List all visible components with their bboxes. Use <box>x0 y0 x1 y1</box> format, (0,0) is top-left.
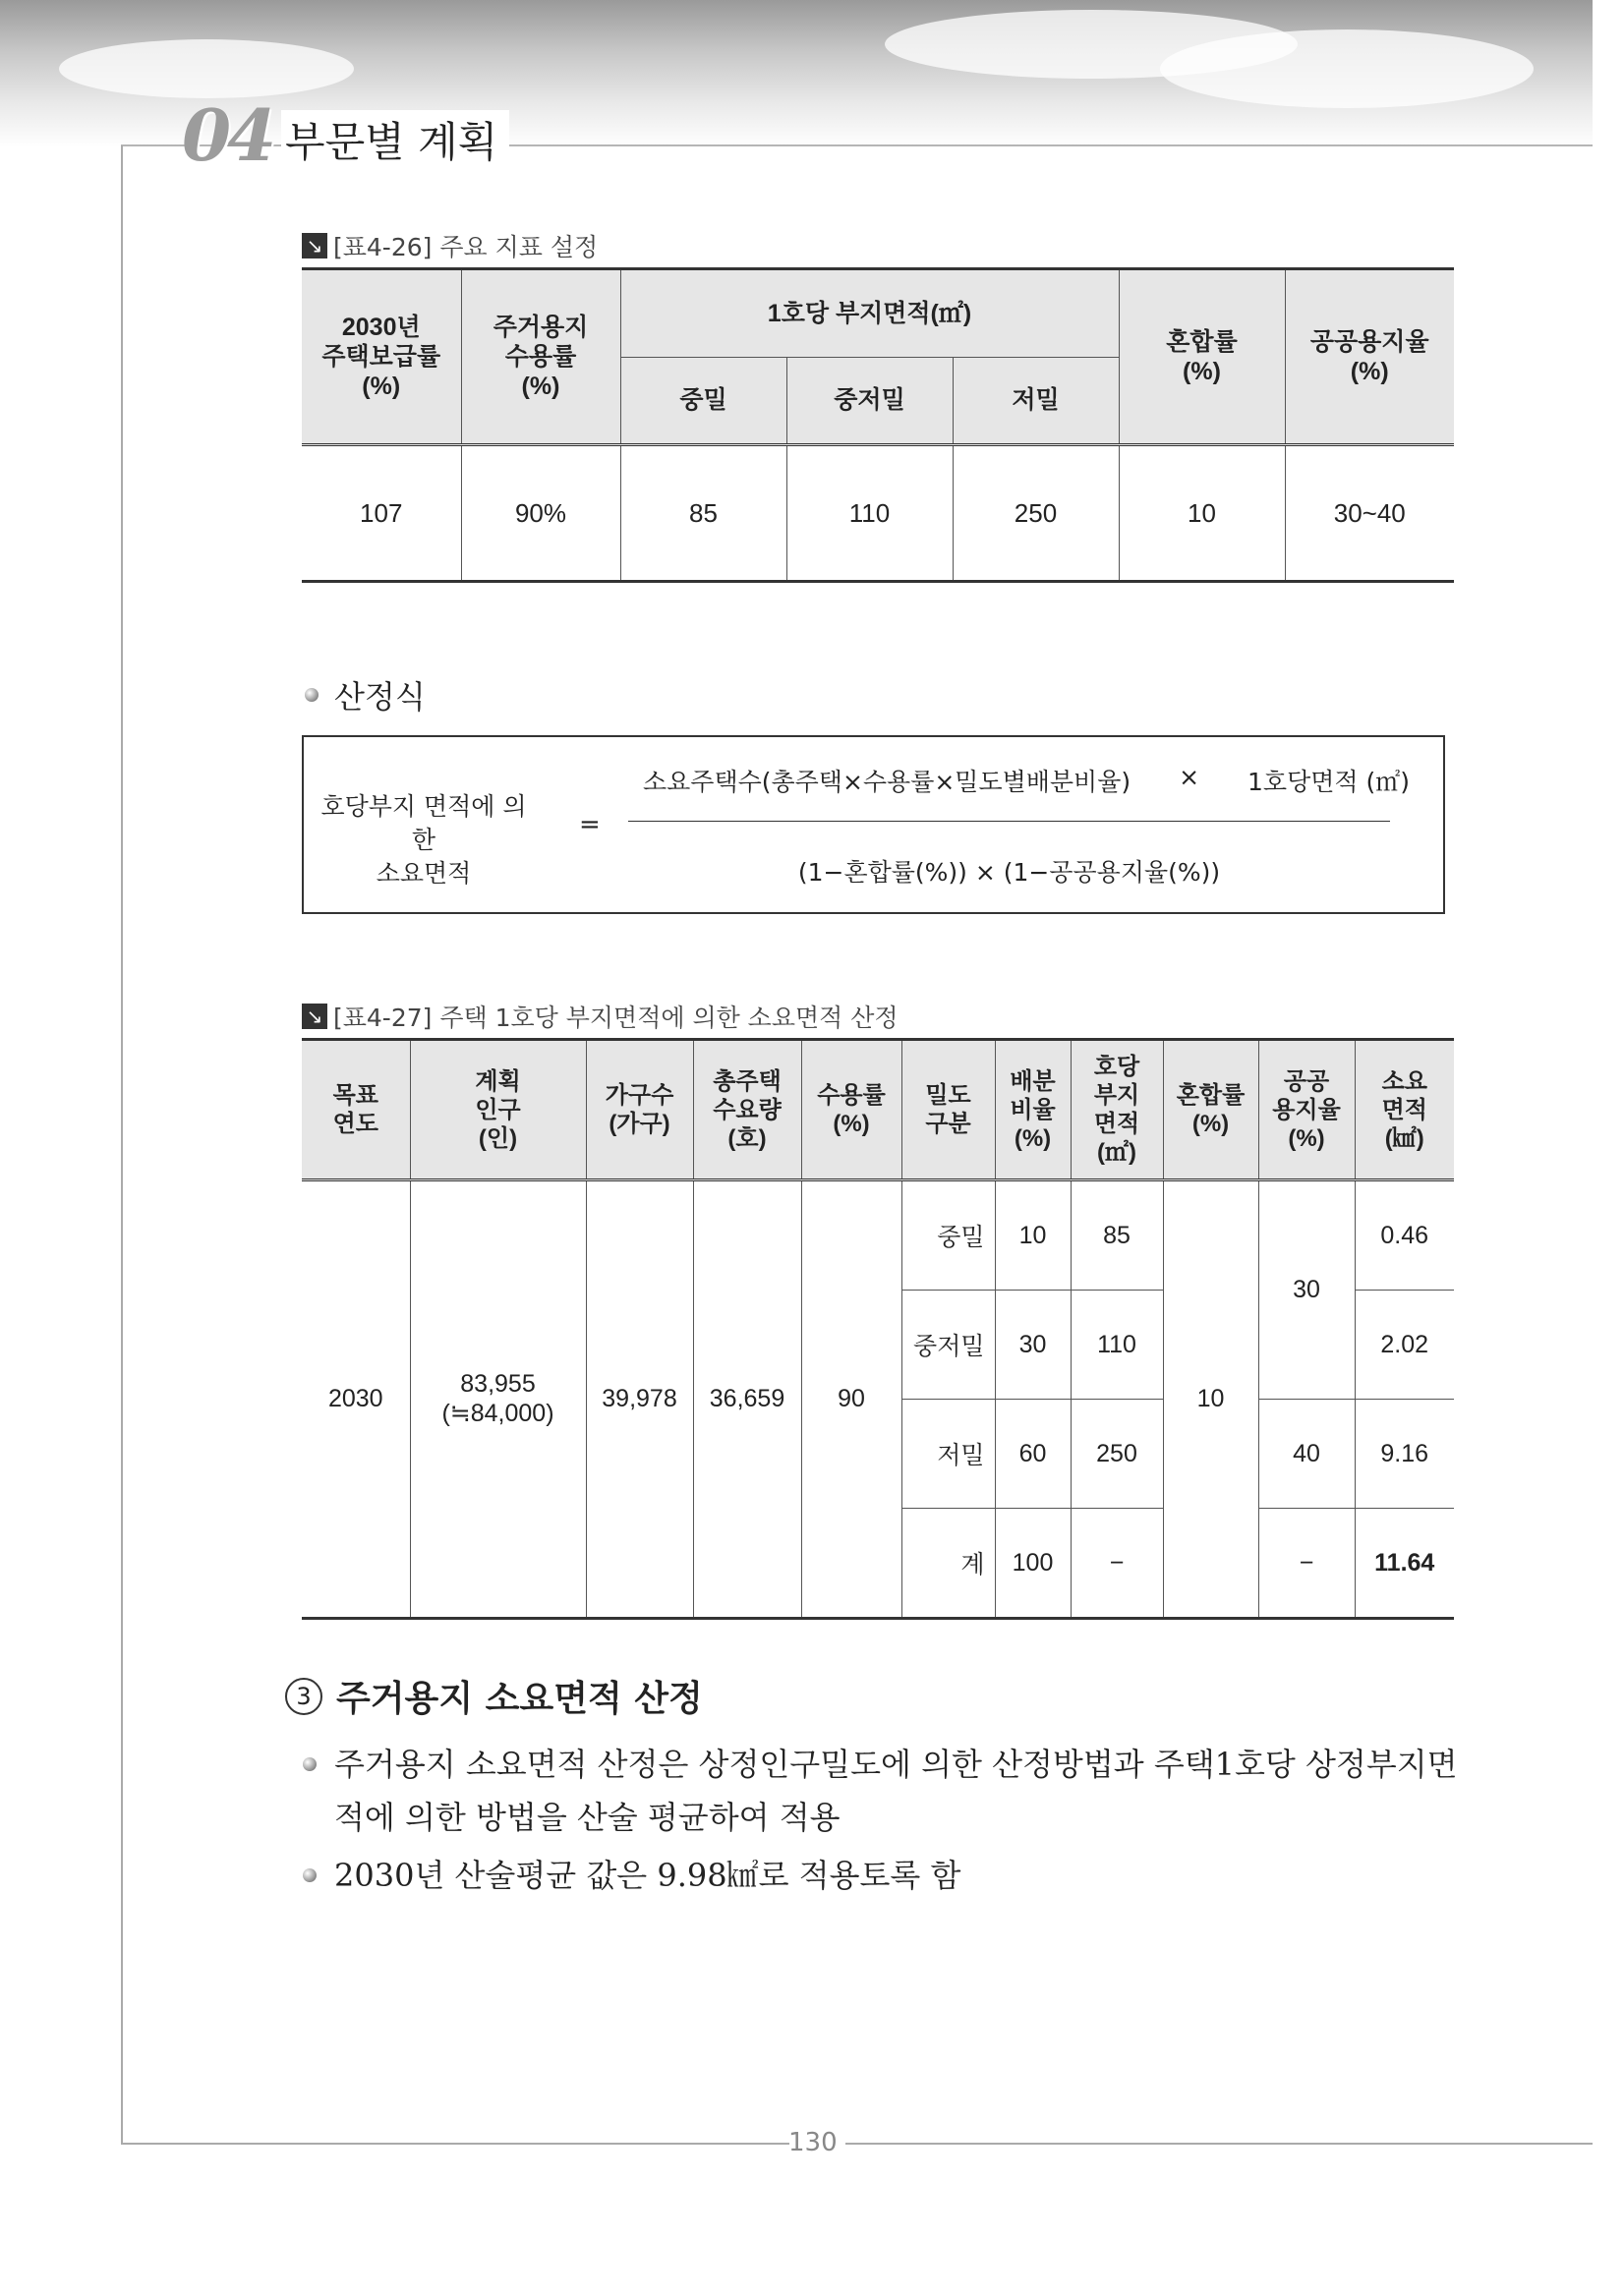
arrow-down-right-box-icon: ↘ <box>302 233 327 258</box>
table-cell-density: 중저밀 <box>901 1291 995 1400</box>
header-site-area-per-unit: 호당 부지 면적 (㎡) <box>1071 1040 1163 1180</box>
table1-caption-text: [표4-26] 주요 지표 설정 <box>333 233 599 261</box>
table-cell-housing-demand: 36,659 <box>693 1180 801 1619</box>
header-distribution-ratio: 배분 비율 (%) <box>995 1040 1071 1180</box>
header-households: 가구수 (가구) <box>586 1040 693 1180</box>
table-cell-area-per-unit: 110 <box>1071 1291 1163 1400</box>
round-bullet-icon <box>305 688 319 702</box>
header-medium-density: 중밀 <box>620 357 786 445</box>
formula-heading-text: 산정식 <box>334 678 426 716</box>
section-title-text: 주거용지 소요면적 산정 <box>336 1679 703 1719</box>
formula-fraction-bar <box>628 821 1390 822</box>
table-cell: 90% <box>461 445 620 582</box>
table-cell-density: 저밀 <box>901 1400 995 1509</box>
table-cell-ratio-total: 100 <box>995 1509 1071 1619</box>
header-housing-supply-rate: 2030년 주택보급률 (%) <box>302 269 461 445</box>
header-site-area-per-unit: 1호당 부지면적(㎡) <box>620 269 1119 358</box>
table-cell-mix-rate: 10 <box>1163 1180 1258 1619</box>
table-cell-population: 83,955 (≒84,000) <box>410 1180 586 1619</box>
formula-heading <box>305 672 426 718</box>
header-mix-rate: 혼합률 (%) <box>1163 1040 1258 1180</box>
header-density-class: 밀도 구분 <box>901 1040 995 1180</box>
arrow-down-right-box-icon: ↘ <box>302 1004 327 1029</box>
header-target-year: 목표 연도 <box>302 1040 410 1180</box>
header-medium-low-density: 중저밀 <box>786 357 953 445</box>
table-cell-public-rate: 40 <box>1258 1400 1355 1509</box>
formula-left-side: 호당부지 면적에 의한 소요면적 <box>320 792 527 888</box>
formula-times: × <box>1179 763 1200 791</box>
section-number: 3 <box>285 1678 322 1715</box>
table-cell-required-area: 2.02 <box>1355 1291 1454 1400</box>
required-area-table <box>302 1038 1454 1620</box>
table-cell: 85 <box>620 445 786 582</box>
table-cell-required-area-total: 11.64 <box>1355 1509 1454 1619</box>
footer-rule-right <box>845 2143 1593 2145</box>
chapter-number: 04 <box>182 93 273 177</box>
header-public-land-rate: 공공용지율 (%) <box>1285 269 1454 445</box>
section-bullet-2 <box>303 1849 1482 1902</box>
table-cell-ratio: 10 <box>995 1180 1071 1291</box>
table-cell-required-area: 9.16 <box>1355 1400 1454 1509</box>
table-cell-required-area: 0.46 <box>1355 1180 1454 1291</box>
table-cell-ratio: 30 <box>995 1291 1071 1400</box>
table2-caption <box>302 999 899 1034</box>
table-cell-area-per-unit: 85 <box>1071 1180 1163 1291</box>
formula-denominator: (1−혼합률(%)) × (1−공공용지율(%)) <box>797 858 1221 887</box>
table-cell: 30~40 <box>1285 445 1454 582</box>
section-bullet-1 <box>303 1738 1482 1844</box>
table-cell: 10 <box>1119 445 1285 582</box>
header-acceptance-rate: 수용률 (%) <box>801 1040 901 1180</box>
formula-equals: = <box>579 810 601 839</box>
section-title <box>285 1671 703 1721</box>
header-residential-acceptance-rate: 주거용지 수용률 (%) <box>461 269 620 445</box>
chapter-title: 부문별 계획 <box>281 110 509 169</box>
header-public-land-rate: 공공 용지율 (%) <box>1258 1040 1355 1180</box>
table-cell: 110 <box>786 445 953 582</box>
table-cell-area-per-unit-total: − <box>1071 1509 1163 1619</box>
bullet-text: 2030년 산술평균 값은 9.98㎢로 적용토록 함 <box>334 1857 961 1894</box>
table1-caption <box>302 228 598 263</box>
table-cell-density: 중밀 <box>901 1180 995 1291</box>
table-cell-ratio: 60 <box>995 1400 1071 1509</box>
formula-numerator-right: 1호당면적 (㎡) <box>1247 768 1410 796</box>
formula-numerator <box>643 763 1410 798</box>
table-cell-density-total: 계 <box>901 1509 995 1619</box>
footer-rule-left <box>121 2143 789 2145</box>
table-cell-year: 2030 <box>302 1180 410 1619</box>
table-cell-area-per-unit: 250 <box>1071 1400 1163 1509</box>
table-cell: 107 <box>302 445 461 582</box>
formula-box <box>302 735 1445 914</box>
formula-numerator-main: 소요주택수(총주택×수용률×밀도별배분비율) <box>643 768 1131 796</box>
table-cell: 250 <box>953 445 1119 582</box>
header-mix-rate: 혼합률 (%) <box>1119 269 1285 445</box>
round-bullet-icon <box>303 1757 317 1771</box>
key-indicators-table <box>302 267 1454 583</box>
header-required-area: 소요 면적 (㎢) <box>1355 1040 1454 1180</box>
header-housing-demand: 총주택 수요량 (호) <box>693 1040 801 1180</box>
table-cell-public-rate: 30 <box>1258 1180 1355 1400</box>
table2-caption-text: [표4-27] 주택 1호당 부지면적에 의한 소요면적 산정 <box>333 1004 899 1032</box>
table-cell-public-rate-total: − <box>1258 1509 1355 1619</box>
round-bullet-icon <box>303 1868 317 1882</box>
table-cell-households: 39,978 <box>586 1180 693 1619</box>
page-frame-left <box>121 145 123 2143</box>
bullet-text: 주거용지 소요면적 산정은 상정인구밀도에 의한 산정방법과 주택1호당 상정부지면적에 의한 방법을 산술 평균하여 적용 <box>334 1746 1458 1836</box>
header-low-density: 저밀 <box>953 357 1119 445</box>
header-planned-population: 계획 인구 (인) <box>410 1040 586 1180</box>
table-cell-acceptance-rate: 90 <box>801 1180 901 1619</box>
page-number: 130 <box>788 2128 838 2157</box>
